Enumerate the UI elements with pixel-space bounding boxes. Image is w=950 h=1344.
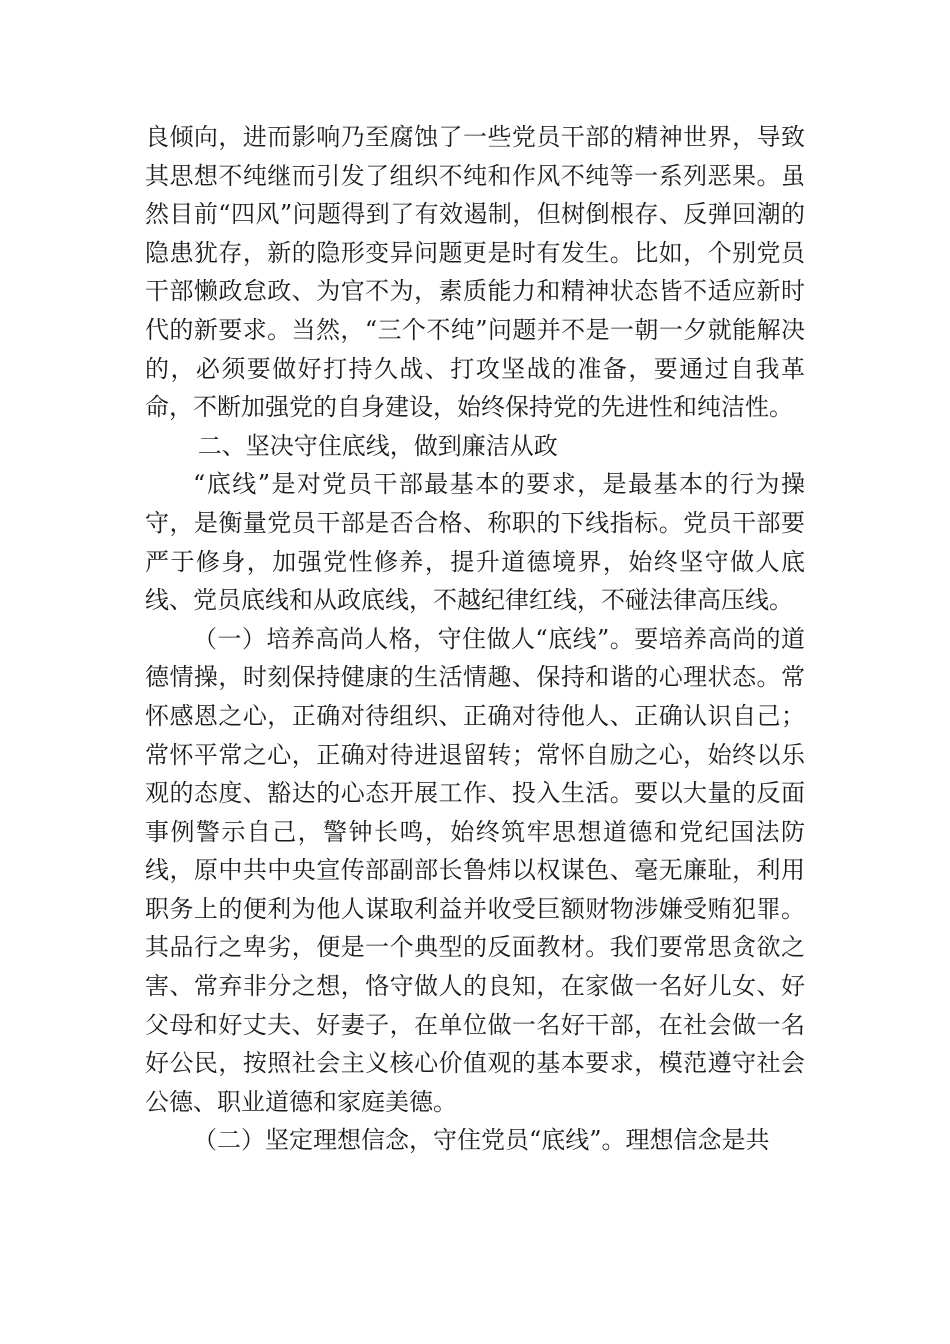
section-heading: 二、坚决守住底线，做到廉洁从政 (197, 431, 558, 460)
paragraph-subsection-1: （一）培养高尚人格，守住做人“底线”。要培养高尚的道德情操，时刻保持健康的生活情趣、保持和谐的心理状态。常怀感恩之心，正确对待组织、正确对待他人、正确认识自己；常怀平常之心，正确对待进退留转；常怀自励之心，始终以乐观的态度、豁达的心态开展工作、投入生活。要以大量的反面事例警示自己，警钟长鸣，始终筑牢思想道德和党纪国法防线，原中共中央宣传部副部长鲁炜以权谋色、毫无廉耻，利用职务上的便利为他人谋取利益并收受巨额财物涉嫌受贿犯罪。其品行之卑劣，便是一个典型的反面教材。我们要常思贪欲之害、常弃非分之想，恪守做人的良知，在家做一名好儿女、好父母和好丈夫、好妻子，在单位做一名好干部，在社会做一名好公民，按照社会主义核心价值观的基本要求，模范遵守社会公德、职业道德和家庭美德。 (145, 624, 805, 1116)
paragraph-bottom-line-definition: “底线”是对党员干部最基本的要求，是最基本的行为操守，是衡量党员干部是否合格、称职的下线指标。党员干部要严于修身，加强党性修养，提升道德境界，始终坚守做人底线、党员底线和从政底线，不越纪律红线，不碰法律高压线。 (145, 470, 805, 615)
paragraph-continued: 良倾向，进而影响乃至腐蚀了一些党员干部的精神世界，导致其思想不纯继而引发了组织不纯和作风不纯等一系列恶果。虽然目前“四风”问题得到了有效遏制，但树倒根存、反弹回潮的隐患犹存，新的隐形变异问题更是时有发生。比如，个别党员干部懒政怠政、为官不为，素质能力和精神状态皆不适应新时代的新要求。当然，“三个不纯”问题并不是一朝一夕就能解决的，必须要做好打持久战、打攻坚战的准备，要通过自我革命，不断加强党的自身建设，始终保持党的先进性和纯洁性。 (145, 123, 805, 422)
document-page (145, 118, 805, 1160)
paragraph-subsection-2: （二）坚定理想信念，守住党员“底线”。理想信念是共 (193, 1126, 770, 1155)
